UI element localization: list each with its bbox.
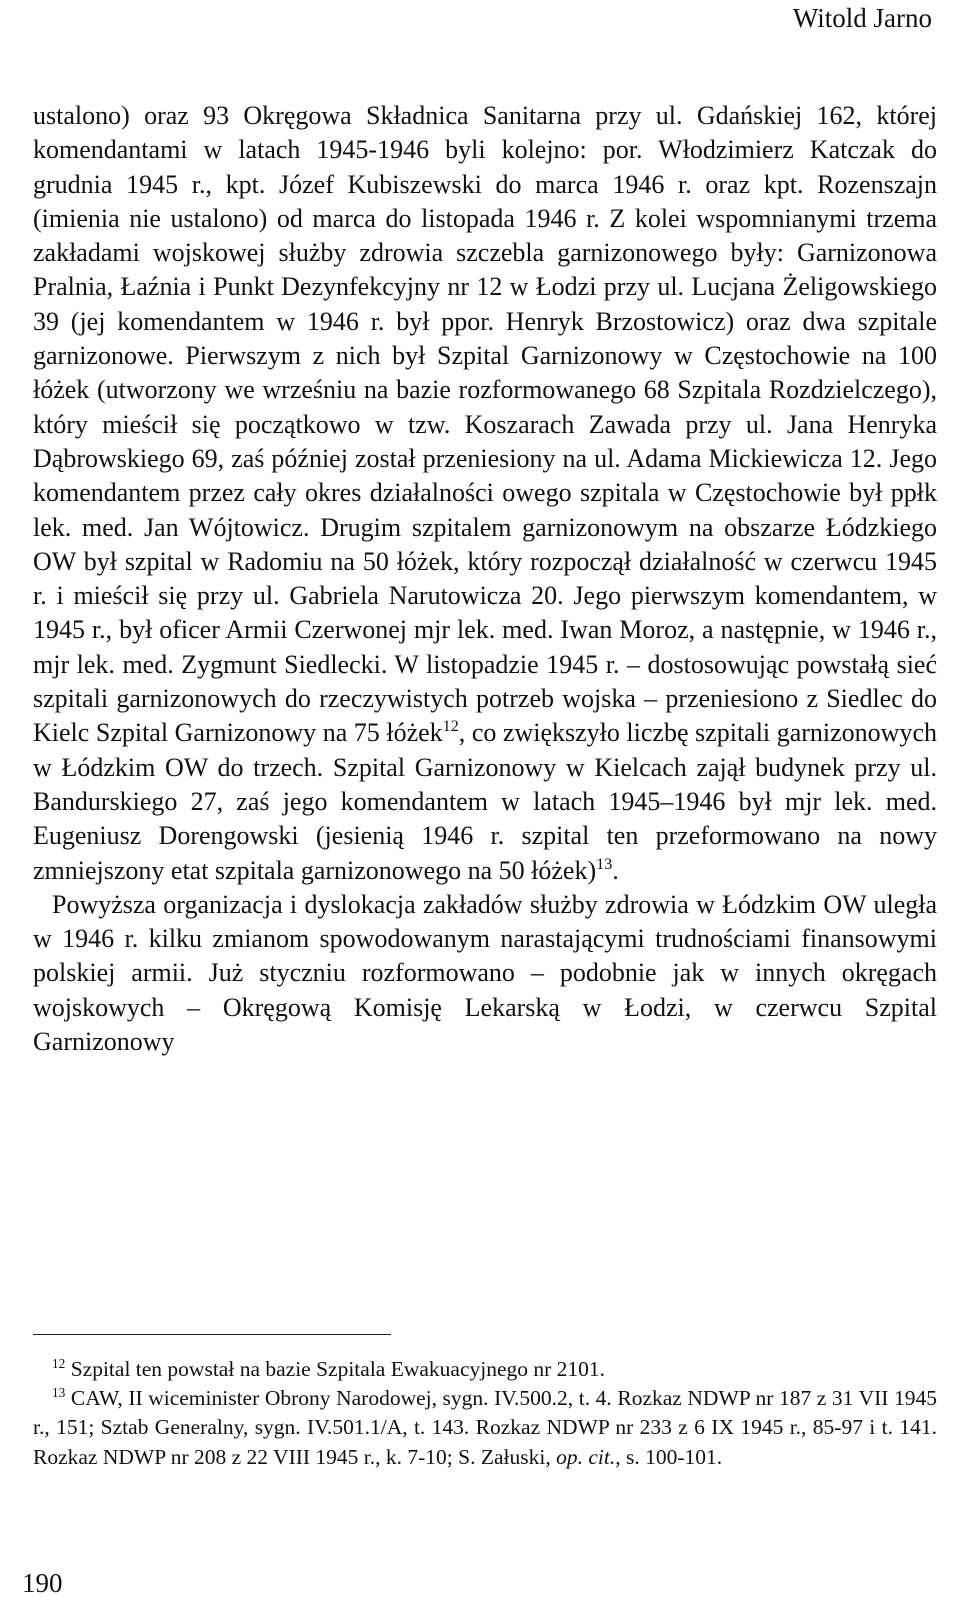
text-run: ustalono) oraz 93 Okręgowa Składnica Sanitarna przy ul. Gdańskiej 162, której komendantami w latach 1945-1946 byli kolejno: por. Włodzimierz Katczak do grudnia 1945 r., kpt. Józef Kubiszewski do marca 1946 r. oraz kpt. Rozenszajn (imienia nie ustalono) od marca do listopada 1946 r. Z kolei wspomnianymi trzema zakładami wojskowej służby zdrowia szczebla garnizonowego były: Garnizonowa Pralnia, Łaźnia i Punkt Dezynfekcyjny nr 12 w Łodzi przy ul. Lucjana Żeligowskiego 39 (jej komendantem w 1946 r. był ppor. Henryk Brzostowicz) oraz dwa szpitale garnizonowe. Pierwszym z nich był Szpital Garnizonowy w Częstochowie na 100 łóżek (utworzony we wrześniu na bazie rozformowanego 68 Szpitala Rozdzielczego), który mieścił się początkowo w tzw. Koszarach Zawada przy ul. Jana Henryka Dąbrowskiego 69, zaś później został przeniesiony na ul. Adama Mickiewicza 12. Jego komendantem przez cały okres działalności owego szpitala w Częstochowie był ppłk lek. med. Jan Wójtowicz. Drugim szpitalem garnizonowym na obszarze Łódzkiego OW był szpital w Radomiu na 50 łóżek, który rozpoczął działalność w czerwcu 1945 r. i mieścił się przy ul. Gabriela Narutowicza 20. Jego pierwszym komendantem, w 1945 r., był oficer Armii Czerwonej mjr lek. med. Iwan Moroz, a następnie, w 1946 r., mjr lek. med. Zygmunt Siedlecki. W listopadzie 1945 r. – dostosowując powstałą sieć szpitali garnizonowych do rzeczywistych potrzeb wojska – przeniesiono z Siedlec do Kielc Szpital Garnizonowy na 75 łóżek xyxy=(33,101,937,748)
text-run: Powyższa organizacja i dyslokacja zakładów służby zdrowia w Łódzkim OW uległa w 1946 r. kilku zmianom spowodowanym narastającymi trudnościami finansowymi polskiej armii. Już styczniu rozformowano – podobnie jak w innych okręgach wojskowych – Okręgową Komisję Lekarską w Łodzi, w czerwcu Szpital Garnizonowy xyxy=(33,889,937,1057)
footnote-ref: 13 xyxy=(596,855,613,873)
footnote-1 xyxy=(33,1355,937,1384)
footnote-ref: 13 xyxy=(52,1384,66,1400)
running-head: Witold Jarno xyxy=(792,3,932,33)
text-run: Szpital ten powstał na bazie Szpitala Ewakuacyjnego nr 2101. xyxy=(65,1357,606,1381)
text-run: . xyxy=(612,855,619,885)
paragraph-1 xyxy=(33,99,937,888)
text-run: , co zwiększyło liczbę szpitali garnizonowych w Łódzkim OW do trzech. Szpital Garnizonowy w Kielcach zajął budynek przy ul. Bandurskiego 27, zaś jego komendantem w latach 1945–1946 był mjr lek. med. Eugeniusz Dorengowski (jesienią 1946 r. szpital ten przeformowano na nowy zmniejszony etat szpitala garnizonowego na 50 łóżek) xyxy=(33,718,937,885)
text-run: CAW, II wiceminister Obrony Narodowej, sygn. IV.500.2, t. 4. Rozkaz NDWP nr 187 z 31 VII 1945 r., 151; Sztab Generalny, sygn. IV.501.1/A, t. 143. Rozkaz NDWP nr 233 z 6 IX 1945 r., 85-97 i t. 141. Rozkaz NDWP nr 208 z 22 VIII 1945 r., k. 7-10; S. Załuski, xyxy=(33,1386,937,1469)
footnote-ref: 12 xyxy=(442,718,459,736)
footnotes xyxy=(33,1355,937,1472)
page-number: 190 xyxy=(22,1568,63,1598)
footnote-ref: 12 xyxy=(52,1355,66,1371)
italic-text: op. cit. xyxy=(556,1444,616,1469)
text-run: , s. 100-101. xyxy=(615,1444,723,1469)
footnote-separator xyxy=(33,1334,391,1335)
paragraph-2 xyxy=(33,888,937,1059)
footnote-2 xyxy=(33,1384,937,1472)
body-text xyxy=(33,99,937,1059)
